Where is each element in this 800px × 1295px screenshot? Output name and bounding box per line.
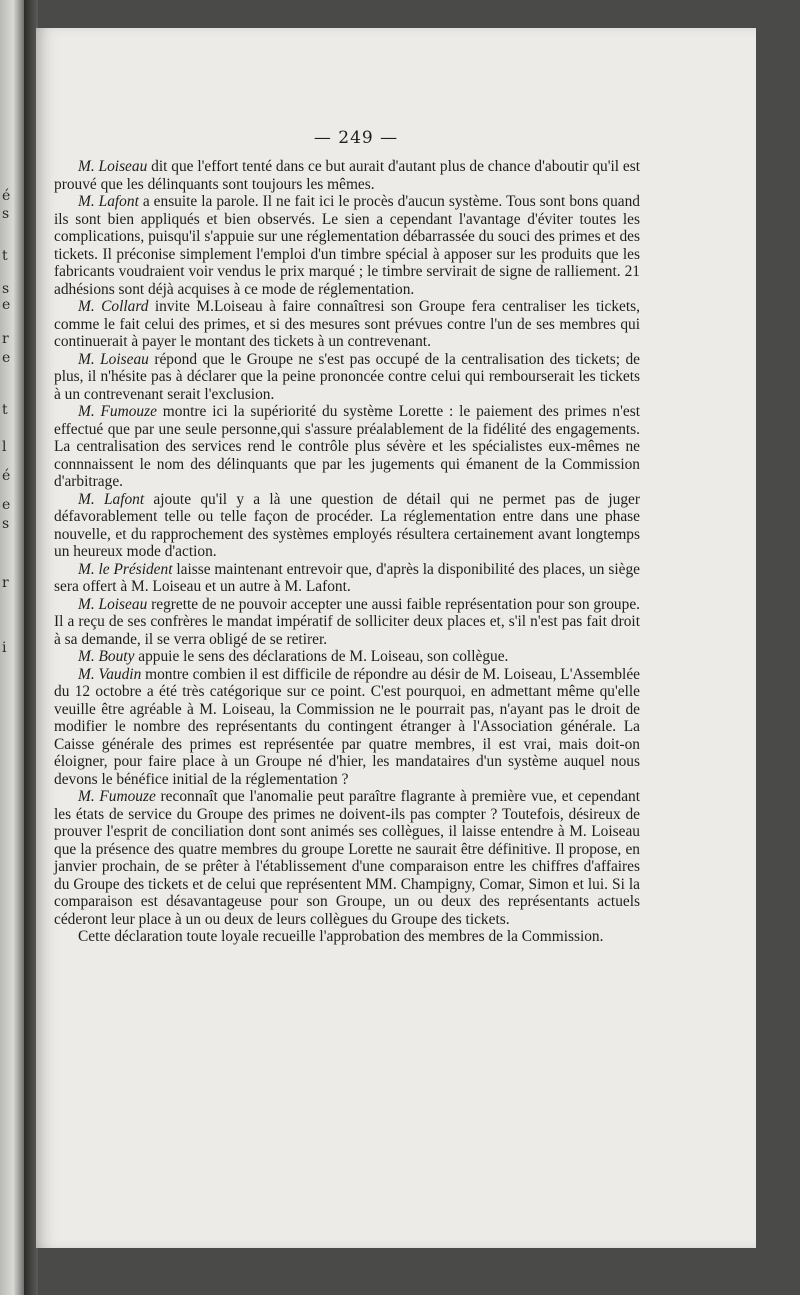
speaker-name: M. Vaudin <box>78 665 142 683</box>
paragraph-text: invite M.Loiseau à faire connaîtresi son Groupe fera centraliser les tickets, comme le fait celui des primes, et si des mesures sont prévues contre l'un de ses membres qui continuerait à payer le montant des tickets à un contrevenant. <box>54 298 640 350</box>
paragraph-text: ajoute qu'il y a là une question de détail qui ne permet pas de juger défavorablement telle ou telle façon de procéder. La réglementation entre dans une phase nouvelle, et du rapprochement des systèmes employés résultera certainement avant longtemps un heureux mode d'action. <box>54 490 640 560</box>
paragraph <box>54 666 640 789</box>
speaker-name: M. Fumouze <box>78 403 157 420</box>
paragraph-text: répond que le Groupe ne s'est pas occupé de la centralisation des tickets; de plus, il n'hésite pas à déclarer que la peine prononcée contre celui qui rembourserait les tickets à un contrevenant serait l'exclusion. <box>54 350 640 403</box>
paragraph-text: dit que l'effort tenté dans ce but aurait d'autant plus de chance d'aboutir qu'il est prouvé que les délinquants sont toujours les mêmes. <box>54 158 640 193</box>
speaker-name: M. Loiseau <box>78 158 148 175</box>
speaker-name: M. Lafont <box>78 193 139 210</box>
paragraph <box>54 561 640 596</box>
facing-page-edge <box>0 0 24 1295</box>
paragraph <box>54 351 640 404</box>
facing-page-letter: i <box>2 640 7 656</box>
facing-page-letter: s <box>2 281 10 297</box>
facing-page-letter: r <box>2 331 9 347</box>
speaker-name: M. Lafont <box>78 490 145 508</box>
facing-page-letter: s <box>2 516 10 532</box>
facing-page-letter: t <box>2 402 8 418</box>
paragraph-text: regrette de ne pouvoir accepter une aussi faible représentation pour son groupe. Il a reçu de ses confrères le mandat impératif de solliciter deux places et, s'il n'est pas fait droit à sa demande, il se verra obligé de se retirer. <box>54 595 640 648</box>
facing-page-letter: e <box>2 350 11 366</box>
paragraph-text: a ensuite la parole. Il ne fait ici le procès d'aucun système. Tous sont bons quand ils sont bien appliqués et bien observés. Le sien a cependant l'avantage d'éviter toutes les complications, puisqu'il s'appuie sur une réglementation débarrassée du souci des primes et des tickets. Il préconise simplement l'emploi d'un timbre spécial à apposer sur les produits que les fabricants voudraient voir vendus le prix marqué ; le timbre servirait de signe de ralliement. 21 adhésions sont déjà acquises à ce mode de réglementation. <box>54 193 640 298</box>
paragraph-text: montre ici la supériorité du système Lorette : le paiement des primes n'est effectué que par une seule personne,qui s'assure préalablement de la fidélité des engagements. La centralisation des services rend le contrôle plus sévère et les spécialistes eux-mêmes ne connnaissent le nom des délinquants que par les jugements qui émanent de la Commission d'arbitrage. <box>54 403 640 490</box>
paragraph <box>54 158 640 193</box>
facing-page-letter: e <box>2 297 11 313</box>
document-page <box>36 28 756 1248</box>
speaker-name: M. Loiseau <box>78 595 148 613</box>
speaker-name: M. Fumouze <box>78 788 156 805</box>
speaker-name: M. Bouty <box>78 648 135 665</box>
page-number: — 249 — <box>313 128 399 148</box>
body-text <box>54 158 640 946</box>
facing-page-letter: e <box>2 497 11 513</box>
paragraph-text: laisse maintenant entrevoir que, d'après la disponibilité des places, un siège sera offert à M. Loiseau et un autre à M. Lafont. <box>54 560 640 595</box>
facing-page-letter: t <box>2 248 8 264</box>
paragraph <box>54 648 640 666</box>
paragraph <box>54 788 640 928</box>
paragraph <box>54 403 640 491</box>
paragraph-text: Cette déclaration toute loyale recueille l'approbation des membres de la Commission. <box>78 928 604 945</box>
paragraph <box>54 491 640 561</box>
paragraph <box>54 193 640 298</box>
paragraph <box>54 596 640 649</box>
facing-page-letter: r <box>2 575 9 591</box>
paragraph-text: montre combien il est difficile de répondre au désir de M. Loiseau, L'Assemblée du 12 octobre a été très catégorique sur ce point. C'est pourquoi, en admettant même qu'elle veuille être agréable à M. Loiseau, la Commission ne le pourrait pas, n'ayant pas le droit de modifier le nombre des représentants du contingent étranger à l'Association générale. La Caisse générale des primes est représentée par quatre membres, il est vrai, mais doit-on éloigner, pour faire place à un Groupe né d'hier, les mandataires d'un système auquel nous devons le bénéfice initial de la réglementation ? <box>54 665 640 788</box>
paragraph-text: appuie le sens des déclarations de M. Loiseau, son collègue. <box>134 648 509 665</box>
speaker-name: M. Collard <box>78 298 149 315</box>
paragraph <box>54 298 640 351</box>
paragraph <box>54 928 640 946</box>
facing-page-letter: l <box>2 439 7 455</box>
paragraph-text: reconnaît que l'anomalie peut paraître flagrante à première vue, et cependant les états de service du Groupe des primes ne doivent-ils pas compter ? Toutefois, désireux de prouver l'esprit de conciliation dont sont animés ses collègues, il laisse entendre à M. Loiseau que la présence des quatre membres du groupe Lorette ne saurait être définitive. Il propose, en janvier prochain, de se prêter à l'établissement d'une comparaison entre les chiffres d'affaires du Groupe des tickets et de celui que représentent MM. Champigny, Comar, Simon et lui. Si la comparaison est désavantageuse pour son Groupe, un ou deux des représentants actuels céderont leur place à un ou deux de leurs collègues du Groupe des tickets. <box>54 788 640 928</box>
facing-page-letter: é <box>2 188 11 204</box>
speaker-name: M. le Président <box>78 560 173 578</box>
facing-page-letter: s <box>2 206 10 222</box>
speaker-name: M. Loiseau <box>78 350 149 368</box>
facing-page-letter: é <box>2 468 11 484</box>
